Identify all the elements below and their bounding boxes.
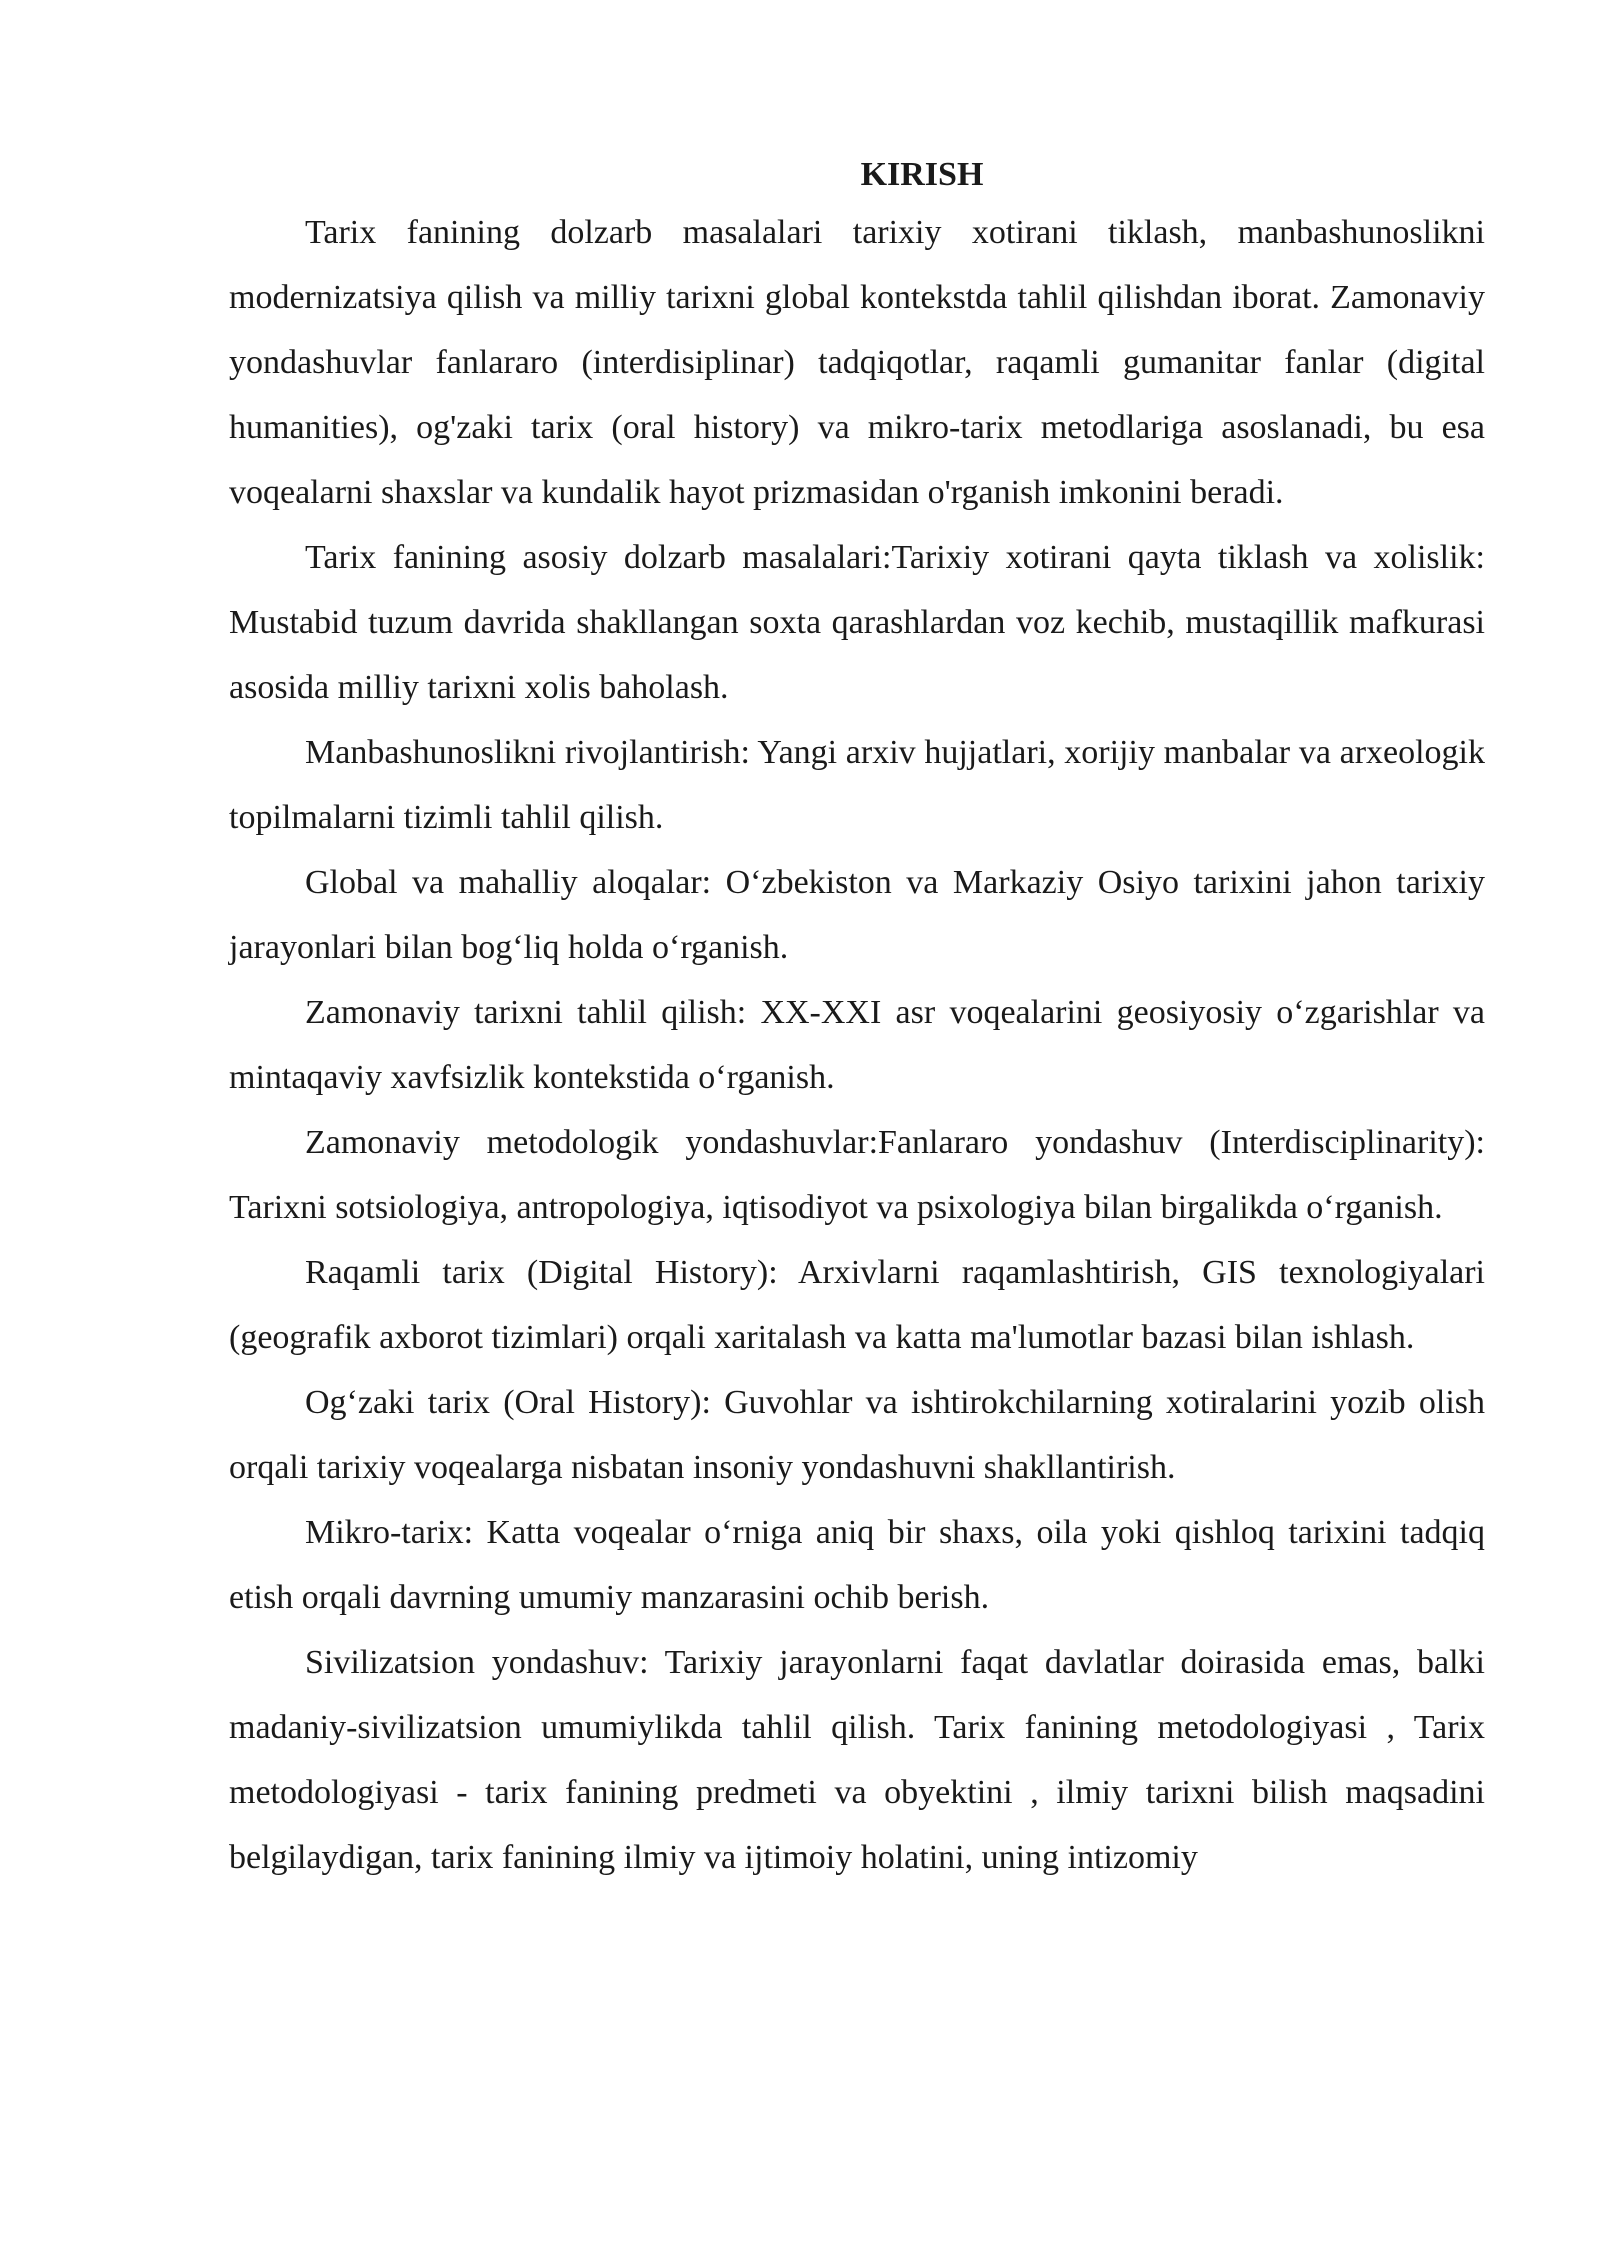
paragraph: Zamonaviy tarixni tahlil qilish: XX-XXI asr voqealarini geosiyosiy o‘zgarishlar va mintaqaviy xavfsizlik kontekstida o‘rganish. <box>229 994 1485 1096</box>
paragraph: Zamonaviy metodologik yondashuvlar:Fanlararo yondashuv (Interdisciplinarity): Tarixni sotsiologiya, antropologiya, iqtisodiyot va psixologiya bilan birgalikda o‘rganish. <box>229 1124 1485 1226</box>
paragraph: Tarix fanining asosiy dolzarb masalalari:Tarixiy xotirani qayta tiklash va xolislik: Mustabid tuzum davrida shakllangan soxta qarashlardan voz kechib, mustaqillik mafkurasi asosida milliy tarixni xolis baholash. <box>229 539 1485 706</box>
paragraph: Og‘zaki tarix (Oral History): Guvohlar va ishtirokchilarning xotiralarini yozib olish orqali tarixiy voqealarga nisbatan insoniy yondashuvni shakllantirish. <box>229 1384 1485 1486</box>
paragraph: Raqamli tarix (Digital History): Arxivlarni raqamlashtirish, GIS texnologiyalari (geografik axborot tizimlari) orqali xaritalash va katta ma'lumotlar bazasi bilan ishlash. <box>229 1254 1485 1356</box>
paragraph: Mikro-tarix: Katta voqealar o‘rniga aniq bir shaxs, oila yoki qishloq tarixini tadqiq etish orqali davrning umumiy manzarasini ochib berish. <box>229 1514 1485 1616</box>
document-body <box>229 150 1485 1890</box>
paragraph: Tarix fanining dolzarb masalalari tarixiy xotirani tiklash, manbashunoslikni modernizatsiya qilish va milliy tarixni global kontekstda tahlil qilishdan iborat. Zamonaviy yondashuvlar fanlararo (interdisiplinar) tadqiqotlar, raqamli gumanitar fanlar (digital humanities), og'zaki tarix (oral history) va mikro-tarix metodlariga asoslanadi, bu esa voqealarni shaxslar va kundalik hayot prizmasidan o'rganish imkonini beradi. <box>229 214 1485 511</box>
page-title: KIRISH <box>860 156 984 193</box>
paragraph: Global va mahalliy aloqalar: O‘zbekiston va Markaziy Osiyo tarixini jahon tarixiy jarayonlari bilan bog‘liq holda o‘rganish. <box>229 864 1485 966</box>
paragraph: Manbashunoslikni rivojlantirish: Yangi arxiv hujjatlari, xorijiy manbalar va arxeologik topilmalarni tizimli tahlil qilish. <box>229 734 1485 836</box>
paragraph: Sivilizatsion yondashuv: Tarixiy jarayonlarni faqat davlatlar doirasida emas, balki madaniy-sivilizatsion umumiylikda tahlil qilish. Tarix fanining metodologiyasi , Tarix metodologiyasi - tarix fanining predmeti va obyektini , ilmiy tarixni bilish maqsadini belgilaydigan, tarix fanining ilmiy va ijtimoiy holatini, uning intizomiy <box>229 1644 1485 1876</box>
